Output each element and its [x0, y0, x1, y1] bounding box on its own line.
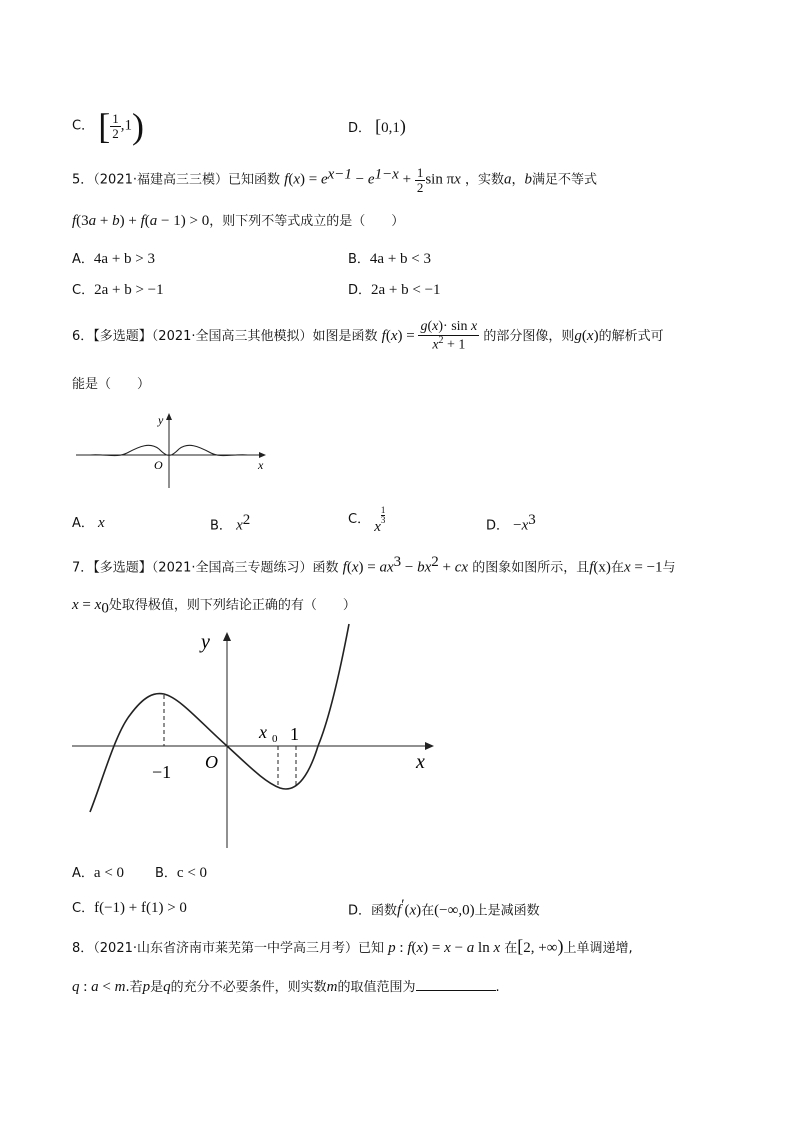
q5-option-b: B．4a + b < 3: [348, 251, 431, 267]
q8-stem-line2: q : a < m.若p是q的充分不必要条件，则实数m的取值范围为 .: [72, 979, 500, 995]
q7-x-axis-arrow: [425, 742, 434, 750]
q7-stem-line2: $x = x_0$处取得极值，则下列结论正确的有（ ）: [72, 597, 356, 617]
q6-y-axis-arrow: [166, 413, 172, 420]
q5-option-c: C．2a + b > −1: [72, 282, 164, 298]
q6-option-c: C． x $\frac{1}{3}$: [348, 505, 386, 535]
q6-option-b: B． $x^2$: [210, 512, 251, 534]
q7-y-label: y: [201, 631, 210, 653]
q8-stem-line1: 8．（2021·山东省济南市莱芜第一中学高三月考）已知 p : f(x) = x − a ln x 在[2, +∞)上单调递增,: [72, 936, 633, 956]
q6-origin-label: O: [154, 458, 163, 472]
q5-option-d: D．2a + b < −1: [348, 282, 441, 298]
q5-stem-line2: f(3a + b) + f(a − 1) > 0，则下列不等式成立的是（ ）: [72, 213, 405, 229]
q5-option-a: A．4a + b > 3: [72, 251, 155, 267]
q7-option-c: C．f(−1) + f(1) > 0: [72, 900, 187, 916]
q7-x0-label: x: [259, 722, 267, 742]
q7-one-label: 1: [290, 724, 299, 744]
q7-function-graph: [70, 622, 440, 852]
q6-option-a: A． x: [72, 515, 105, 531]
q7-curve: [90, 624, 349, 812]
q8-answer-blank[interactable]: [416, 978, 496, 991]
q4-option-c: C． [ $\frac{1}{2}$ ,1): [72, 106, 144, 146]
q6-stem-line1: 6．【多选题】（2021·全国高三其他模拟）如图是函数 f(x) = $\frac{\text{g(x)· sin x}}{x^2 + 1}$ 的部分图像，则g(x)的解析式可: [72, 319, 664, 353]
q7-origin-label: O: [205, 752, 218, 772]
q6-stem-line2: 能是（ ）: [72, 377, 151, 392]
q7-option-d: D．函数f′(x)在(−∞,0)上是减函数: [348, 897, 540, 919]
q6-function-graph: [72, 408, 277, 492]
q7-x-label: x: [416, 751, 425, 773]
q7-x0-sub: 0: [272, 733, 278, 745]
q7-option-a: A．a < 0: [72, 865, 125, 881]
q5-stem-line1: 5．（2021·福建高三三模）已知函数 $f(x) = e^{x-1} - e^{1-x}$ + $\frac{1}{2}$ sin πx ，实数a，b满足不等式: [72, 165, 597, 195]
q7-option-b: B．c < 0: [155, 865, 208, 881]
q6-x-label: x: [258, 458, 264, 472]
q6-option-d: D． $-x^3$: [486, 512, 536, 534]
q7-minus-one-label: −1: [152, 762, 172, 782]
q7-y-axis-arrow: [223, 632, 231, 641]
q7-stem-line1: 7．【多选题】（2021·全国高三专题练习）函数 $f(x) = ax^3 - bx^2$ + cx 的图象如图所示，且f(x)在x = −1与: [72, 554, 676, 576]
q6-y-label: y: [158, 413, 164, 427]
q4-option-d: D． [0,1): [348, 116, 406, 136]
